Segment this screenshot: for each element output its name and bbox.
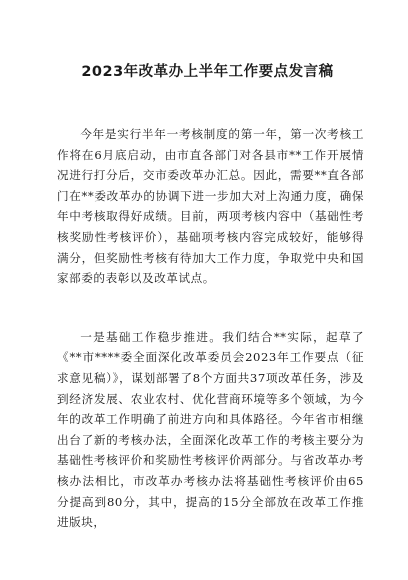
paragraph-2: 一是基础工作稳步推进。我们结合**实际，起草了《**市****委全面深化改革委员会2023年工作要点（征求意见稿）》，谋划部署了8个方面共37项改革任务，涉及到经济发展、农业农村、优化营商环境等多个领域，为今年的改革工作明确了前进方向和具体路径。今年省市相继出台了新的考核办法，全面深化改革工作的考核主要分为基础性考核评价和奖励性考核评价两部分。与省改革办考核办法相比，市改革办考核办法将基础性考核评价由65分提高到80分，其中，提高的15分全部放在改革工作推进版块， xyxy=(57,329,364,530)
document-title: 2023年改革办上半年工作要点发言稿 xyxy=(81,64,334,80)
paragraph-1: 今年是实行半年一考核制度的第一年，第一次考核工作将在6月底启动，由市直各部门对各县市**工作开展情况进行打分后，交市委改革办汇总。因此，需要**直各部门在**委改革办的协调下进一步加大对上沟通力度，确保年中考核取得好成绩。目前，两项考核内容中（基础性考核奖励性考核评价），基础项考核内容完成较好，能够得满分，但奖励性考核有待加大工作力度，争取党中央和国家部委的表彰以及改革试点。 xyxy=(57,127,364,286)
